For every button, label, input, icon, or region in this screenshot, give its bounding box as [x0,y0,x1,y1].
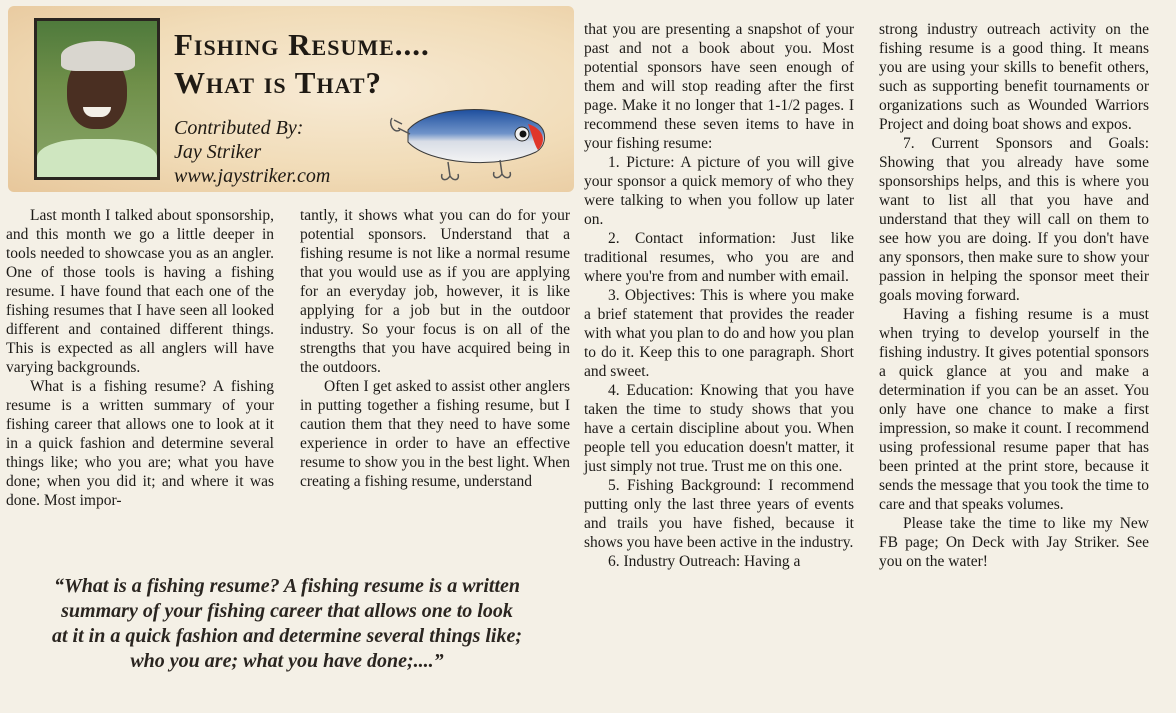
paragraph: strong industry outreach activity on the fishing resume is a good thing. It means you are using your skills to benefit others, such as supporting benefit tournaments or organizations such as Wounded Warriors Project and doing boat shows and expos. [879,21,1149,133]
pull-quote [0,574,574,674]
byline [174,116,330,188]
paragraph: Having a fishing resume is a must when trying to develop yourself in the fishing industry. It gives potential sponsors a quick glance at you and make a determination if you can be an asset. You only have one chance to make a first impression, so make it count. I recommend using professional resume paper that has been printed at the print store, because it sends the message that you took the time to care and that speaks volumes. [879,306,1149,513]
column-1 [6,206,274,510]
list-item: 2. Contact information: Just like traditional resumes, who you are and where you're from and number with email. [584,230,854,285]
fishing-lure-icon [388,84,558,188]
list-item: 4. Education: Knowing that you have taken the time to study shows that you have a certain discipline about you. When people tell you education doesn't matter, it just simply not true. Trust me on this one. [584,382,854,475]
pull-quote-line: summary of your fishing career that allows one to look [61,600,513,622]
list-item: 6. Industry Outreach: Having a [608,553,801,570]
paragraph: Last month I talked about sponsorship, and this month we go a little deeper in tools needed to showcase you as an angler. One of those tools is having a fishing resume. I have found that each one of the fishing resumes that I have seen all looked different and contained different things. This is expected as all anglers will have varying backgrounds. [6,207,274,376]
pull-quote-line: “What is a fishing resume? A fishing resume is a written [53,575,521,597]
list-item: 5. Fishing Background: I recommend putting only the last three years of events and trails you have fished, because it shows you have been active in the industry. [584,477,854,551]
paragraph: Please take the time to like my New FB page; On Deck with Jay Striker. See you on the water! [879,515,1149,570]
contributed-by-label: Contributed By: [174,117,304,139]
column-2 [300,206,570,491]
list-item: 1. Picture: A picture of you will give your sponsor a quick memory of who they were talking to when you follow up later on. [584,154,854,228]
title-line-1: Fishing Resume.... [174,27,430,62]
pull-quote-line: at it in a quick fashion and determine several things like; [51,625,523,647]
paragraph: What is a fishing resume? A fishing resume is a written summary of your fishing career that allows one to look at it in a quick fashion and determine several things like; who you are; what you have done; when you did it; and where it was done. Most impor- [6,378,274,509]
paragraph: that you are presenting a snapshot of your past and not a book about you. Most potential sponsors have seen enough of them and will stop reading after the first page. Make it no longer that 1-1/2 pages. I recommend these seven items to have in your fishing resume: [584,21,854,152]
header-banner [8,6,574,192]
paragraph: tantly, it shows what you can do for your potential sponsors. Understand that a fishing resume is not like a normal resume that you would use as if you are applying for an everyday job, however, it is like applying for a job but in the outdoor industry. So your focus is on all of the strengths that you have acquired being in the outdoors. [300,207,570,376]
pull-quote-line: who you are; what you have done;....” [130,650,444,672]
author-website: www.jaystriker.com [174,165,331,187]
title-line-2: What is That? [174,65,382,100]
author-photo [34,18,160,180]
column-4 [879,20,1149,571]
list-item: 3. Objectives: This is where you make a brief statement that provides the reader with what you plan to do and how you plan to do it. Keep this to one paragraph. Short and sweet. [584,287,854,380]
paragraph: Often I get asked to assist other anglers in putting together a fishing resume, but I caution them that they need to have some experience in order to have an effective resume to show you in the best light. When creating a fishing resume, understand [300,378,570,490]
author-name: Jay Striker [174,141,262,163]
column-3 [584,20,854,571]
list-item: 7. Current Sponsors and Goals: Showing that you already have some sponsorships helps, and this is where you want to list all that you have and understand that they will call on them to see how you are doing. If you don't have any sponsors, then make sure to show your passion in helping the sponsor meet their goals moving forward. [879,135,1149,304]
